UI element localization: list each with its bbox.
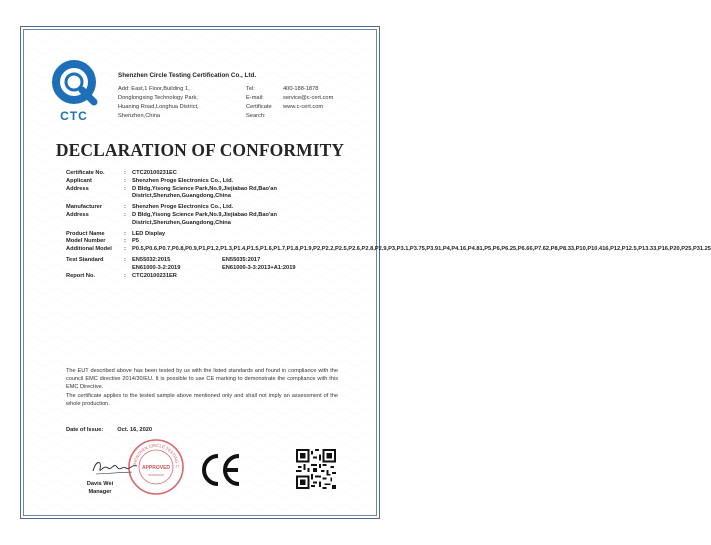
email-value: service@c-cert.com: [283, 95, 334, 101]
company-name: Shenzhen Circle Testing Certification Co., Ltd.: [118, 72, 257, 79]
document-title: DECLARATION OF CONFORMITY: [55, 140, 345, 160]
approval-stamp-icon: [126, 437, 186, 497]
company-address: [118, 85, 238, 121]
standard-item: EN61000-3-3:2013+A1:2019: [222, 264, 296, 271]
email-label: E-mail:: [246, 95, 264, 101]
field-label: Report No.: [66, 272, 96, 279]
field-label: Certificate No.: [66, 170, 105, 176]
certificate-fields: Certificate No. : CTC20100231EC Applicant : Shenzhen Proge Electronics Co., Ltd. Address : D Bldg,Yisong Science Park,No.9,Jiejiabao Rd,Bao'an District,Shenzhen,Guangdong,China Manufacturer : Shenzhen Proge Electronics Co., Ltd. Address : D Bldg,Yisong Science Park,No.9,Jiejiabao Rd,Bao'an District,Shenzhen,Guangdong,China Product Name : LED Display Model Number : P5 Additional Model : P0.5,P0.6,P0.7,P0.8,P0.9,P1,P1.2,P1.3,P1.4,P1.5,P1.6,P1.7,P1.8,P1.9,P2,P2.2,P2.5,P2.6,P2.8,P2.9,P3,P3.1,P3.75,P3.91,P4,P4.16,P4.81,P5,P6,P6.25,P6.66,P7.62,P8,P8.33,P10,P10.416,P12,P12.5,P13.33,P16,P20,P25,P31.25 Test Standard : EN55032:2015 EN55035:2017 EN61000-3-2:2019 EN61000-3-3:2013+A1:2019 Report No. : CTC20100231ER: [66, 170, 711, 279]
test-standards: [132, 257, 358, 273]
standard-item: EN55032:2015: [132, 256, 171, 263]
stamp-ring-text: SHENZHEN CIRCLE TESTING C: [131, 442, 181, 468]
signer-title: Manager: [88, 489, 112, 495]
field-label: Address: [66, 211, 89, 218]
tel-label: Tel:: [246, 86, 255, 92]
field-label: Product Name: [66, 230, 105, 237]
manufacturer-name: Shenzhen Proge Electronics Co., Ltd.: [132, 204, 234, 211]
product-name: LED Display: [132, 230, 166, 237]
paragraph: The certificate applies to the tested sample above mentioned only and shall not imply an assessment of the whole production.: [66, 392, 338, 407]
address-line: Donglongxing Technology Park,: [118, 95, 198, 101]
qr-code-icon: [296, 449, 336, 489]
additional-models: P0.5,P0.6,P0.7,P0.8,P0.9,P1,P1.2,P1.3,P1.4,P1.5,P1.6,P1.7,P1.8,P1.9,P2,P2.2,P2.5,P2.6,P2.8,P2.9,P3,P3.1,P3.75,P3.91,P4,P4.16,P4.81,P5,P6,P6.25,P6.66,P7.62,P8,P8.33,P10,P10.416,P12,P12.5,P13.33,P16,P20,P25,P31.25: [132, 246, 711, 253]
report-number: CTC20100231ER: [132, 272, 177, 279]
standard-item: EN55035:2017: [222, 256, 261, 263]
certificate-number: CTC20100231EC: [132, 170, 177, 176]
signer-name: Davis Wei: [86, 481, 114, 487]
field-label: Test Standard: [66, 256, 104, 263]
model-number: P5: [132, 238, 139, 245]
issue-date-row: [66, 427, 152, 433]
declaration-text: [66, 368, 338, 410]
field-label: Applicant: [66, 177, 92, 184]
signer-block: [80, 480, 120, 496]
field-label: Model Number: [66, 238, 106, 245]
applicant-name: Shenzhen Proge Electronics Co., Ltd.: [132, 177, 234, 184]
standard-item: EN61000-3-2:2019: [132, 264, 181, 271]
field-label: Additional Model: [66, 246, 112, 253]
manufacturer-address: D Bldg,Yisong Science Park,No.9,Jiejiabao Rd,Bao'an District,Shenzhen,Guangdong,China: [132, 211, 277, 226]
issue-date-label: Date of Issue:: [66, 427, 104, 433]
search-label: Search:: [246, 113, 266, 119]
contact-block: [246, 85, 333, 121]
address-line: Add: East,1 Floor,Building 1,: [118, 86, 190, 92]
ctc-logo: [46, 57, 102, 123]
certificate-label: Certificate: [246, 104, 272, 110]
issue-date-value: Oct. 16, 2020: [117, 427, 153, 433]
paragraph: The EUT described above has been tested by us with the listed standards and found in compliance with the council EMC directive 2014/30/EU. It is possible to use CE marking to demonstrate the compliance with this EMC Directive.: [66, 368, 338, 390]
address-line: Shenzhen,China: [118, 113, 161, 119]
website-value: www.c-cert.com: [283, 104, 324, 110]
stamp-center-text: APPROVED: [141, 465, 171, 471]
ce-mark-icon: [199, 453, 243, 487]
field-label: Address: [66, 185, 89, 192]
tel-value: 400-188-1878: [283, 86, 319, 92]
logo-text: CTC: [60, 109, 88, 123]
address-line: Huaning Road,Longhua District,: [118, 104, 199, 110]
applicant-address: D Bldg,Yisong Science Park,No.9,Jiejiabao Rd,Bao'an District,Shenzhen,Guangdong,China: [132, 185, 277, 200]
field-label: Manufacturer: [66, 204, 103, 211]
